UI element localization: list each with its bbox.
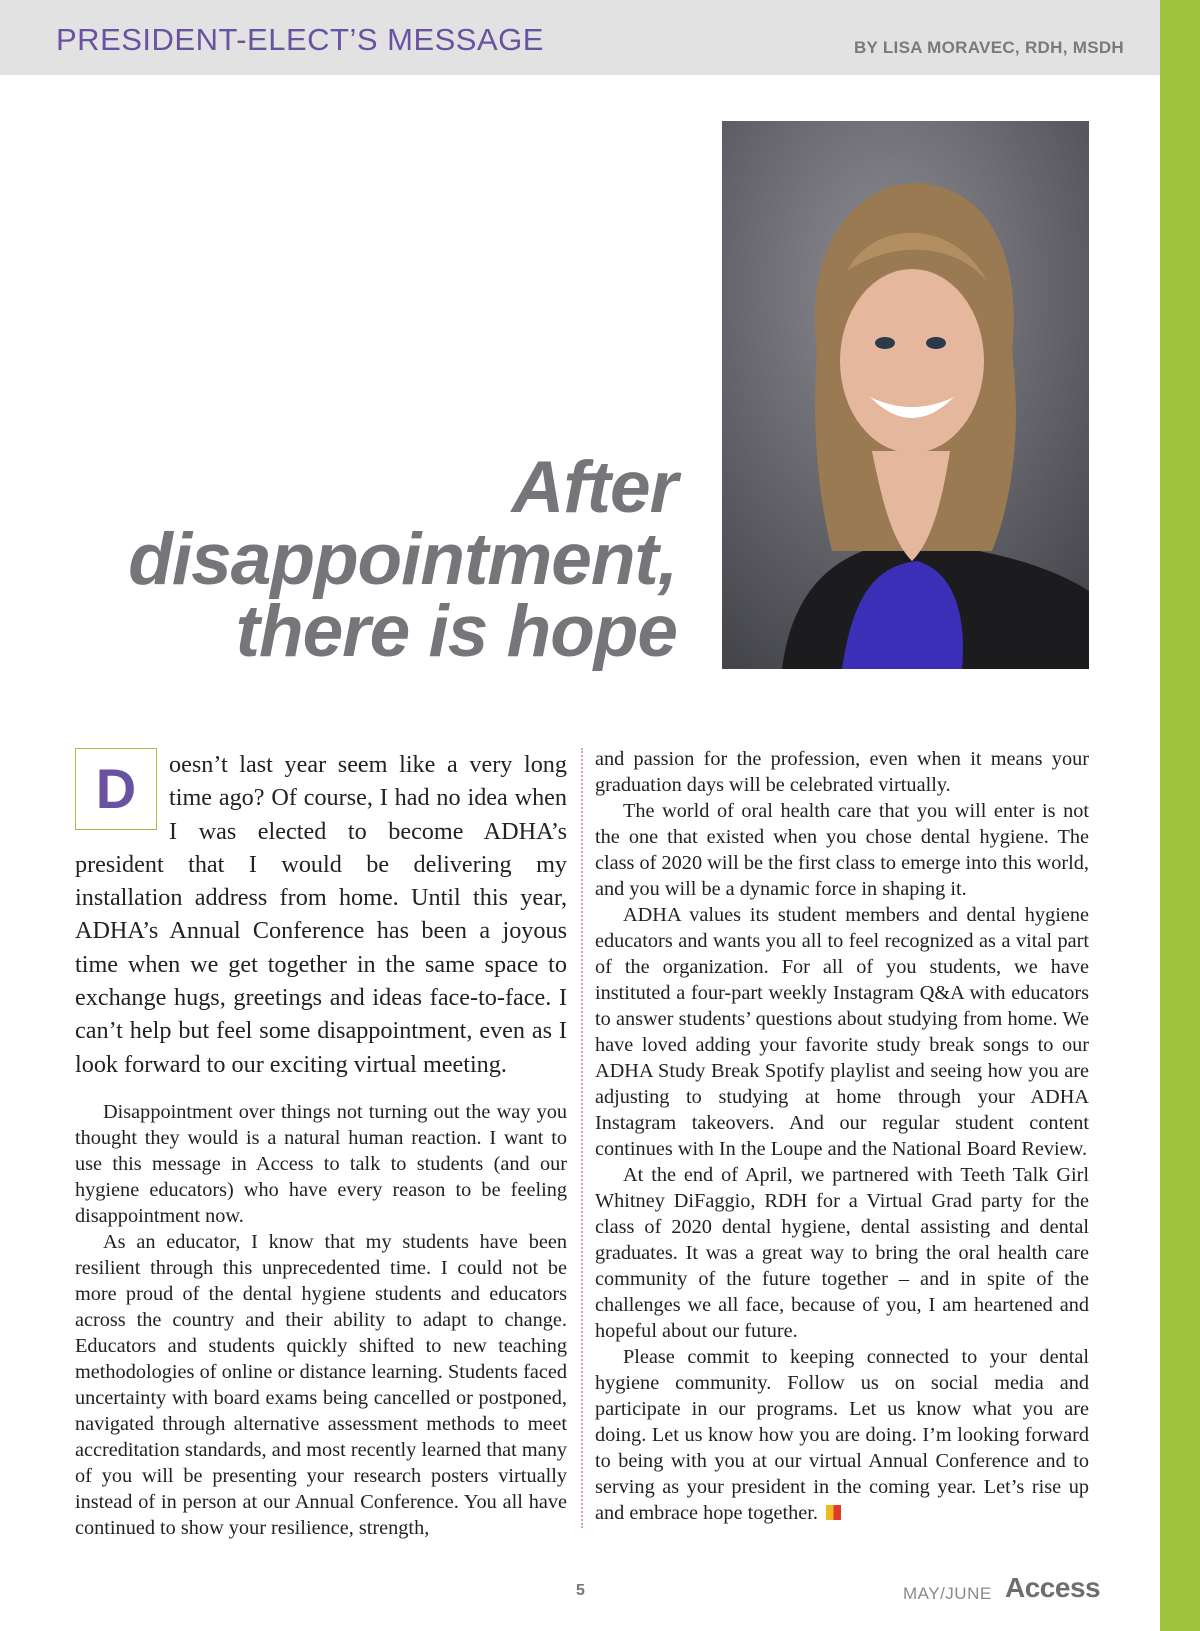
page-number: 5: [576, 1582, 585, 1599]
section-title: PRESIDENT-ELECT’S MESSAGE: [56, 22, 544, 57]
article-paragraph: ADHA values its student members and dental hygiene educators and wants you all to feel recognized as a vital part of the organization. For all of you students, we have instituted a four-part weekly Instagram Q&A with educators to answer students’ questions about studying from home. We have loved adding your favorite study break songs to our ADHA Study Break Spotify playlist and seeing how you are adjusting to studying at home through your ADHA Instagram takeovers. And our regular student content continues with In the Loupe and the National Board Review.: [595, 904, 1089, 1160]
article-paragraph: As an educator, I know that my students have been resilient through this unprecedented time. I could not be more proud of the dental hygiene students and educators across the country and their ability to adapt to change. Educators and students quickly shifted to new teaching methodologies of online or distance learning. Students faced uncertainty with board exams being cancelled or postponed, navigated through alternative assessment methods to meet accreditation standards, and most recently learned that many of you will be presenting your research posters virtually instead of in person at our Annual Conference. You all have continued to show your resilience, strength,: [75, 1230, 567, 1539]
final-paragraph-text: Please commit to keeping connected to your dental hygiene community. Follow us on social media and participate in our programs. Let us know what you are doing. Let us know how you are doing. I’m looking forward to being with you at our virtual Annual Conference and to serving as your president in the coming year. Let’s rise up and embrace hope together.: [595, 1346, 1089, 1524]
headline: [100, 447, 677, 672]
article-paragraph-continued: and passion for the profession, even when it means your graduation days will be celebrated virtually.: [595, 748, 1089, 796]
magazine-logo: Access: [1005, 1572, 1101, 1603]
article-column-right: [595, 746, 1089, 1526]
column-divider: [581, 748, 583, 1528]
drop-cap: D: [75, 748, 157, 830]
issue-label: MAY/JUNE: [903, 1584, 992, 1603]
article-paragraph-final: [595, 1344, 1089, 1526]
end-of-article-icon: [826, 1505, 841, 1520]
article-paragraph: At the end of April, we partnered with Teeth Talk Girl Whitney DiFaggio, RDH for a Virtual Grad party for the class of 2020 dental hygiene, dental assisting and dental graduates. It was a great way to bring the oral health care community of the future together – and in spite of the challenges we all face, because of you, I am heartened and hopeful about our future.: [595, 1164, 1089, 1342]
side-accent-bar: [1160, 0, 1200, 1631]
lead-paragraph: oesn’t last year seem like a very long time ago? Of course, I had no idea when I was elected to become ADHA’s president that I would be delivering my installation address from home. Until this year, ADHA’s Annual Conference has been a joyous time when we get together in the same space to exchange hugs, greetings and ideas face-to-face. I can’t help but feel some disappointment, even as I look forward to our exciting virtual meeting.: [75, 751, 567, 1078]
headline-line-2: disappointment,: [128, 519, 677, 600]
byline: BY LISA MORAVEC, RDH, MSDH: [853, 38, 1124, 57]
article-column-left: [75, 748, 567, 1541]
author-portrait-photo: [722, 121, 1089, 669]
article-paragraph: The world of oral health care that you will enter is not the one that existed when you chose dental hygiene. The class of 2020 will be the first class to emerge into this world, and you will be a dynamic force in shaping it.: [595, 800, 1089, 900]
article-paragraph: Disappointment over things not turning out the way you thought they would is a natural human reaction. I want to use this message in Access to talk to students (and our hygiene educators) who have every reason to be feeling disappointment now.: [75, 1100, 567, 1227]
headline-line-3: there is hope: [235, 591, 677, 672]
headline-line-1: After: [511, 447, 677, 528]
